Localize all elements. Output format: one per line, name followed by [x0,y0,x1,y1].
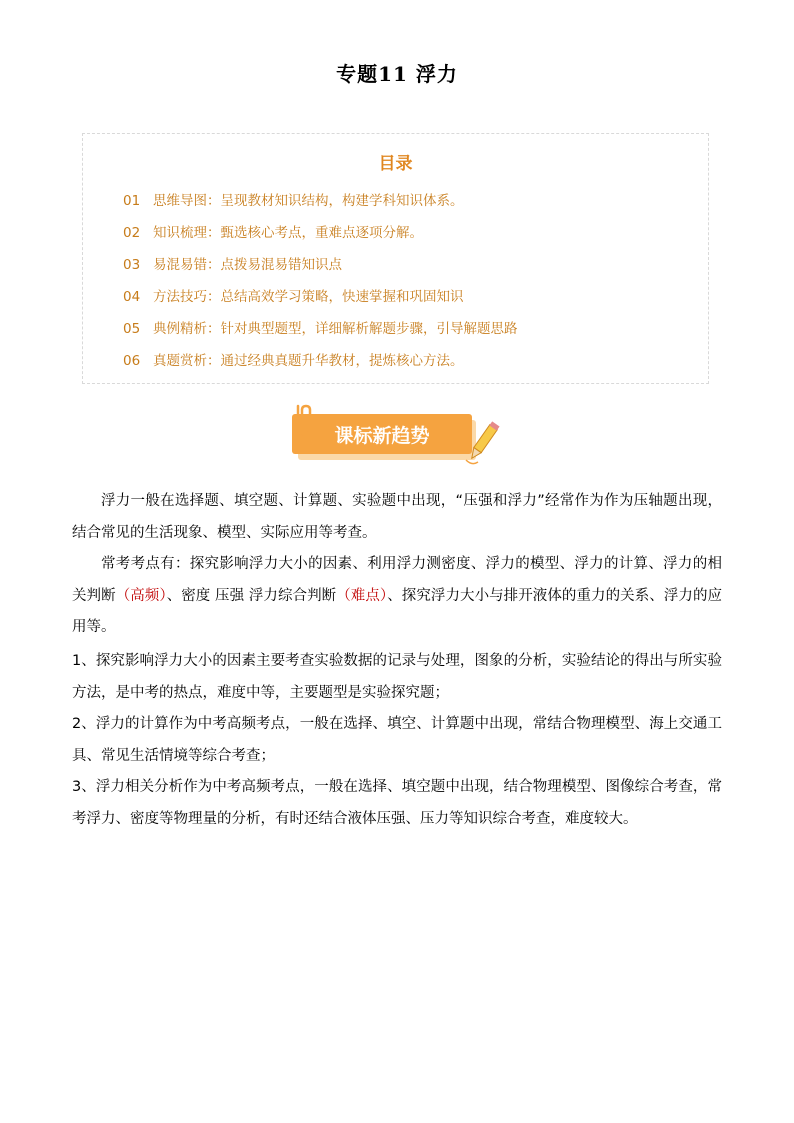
toc-item-label: 易混易错： [153,257,221,273]
toc-item-description: 甄选核心考点，重难点逐项分解。 [220,225,423,241]
body-paragraph-2 [72,549,722,644]
toc-item [123,253,342,273]
toc-item-number: 05 [123,321,141,337]
toc-item [123,285,464,305]
paragraph-text: 、探究浮力大小与排开液体的重力的关系、浮力的应用等。 [72,587,723,635]
toc-item-number: 04 [123,289,141,305]
toc-item-description: 点拨易混易错知识点 [220,257,342,273]
toc-item-number: 02 [123,225,141,241]
body-paragraph-5: 3、浮力相关分析作为中考高频考点，一般在选择、填空题中出现，结合物理模型、图像综合考查，常考浮力、密度等物理量的分析，有时还结合液体压强、压力等知识综合考查，难度较大。 [72,779,722,827]
highlight-difficult: （难点） [336,587,388,604]
toc-item-description: 总结高效学习策略，快速掌握和巩固知识 [220,289,464,305]
toc-item-description: 针对典型题型，详细解析解题步骤，引导解题思路 [220,321,518,337]
toc-item-number: 01 [123,193,141,209]
paragraph-text: 、密度 压强 浮力综合判断 [166,587,337,604]
toc-item-number: 03 [123,257,141,273]
toc-item-label: 思维导图： [153,193,221,209]
toc-item [123,189,464,209]
toc-item-description: 呈现教材知识结构，构建学科知识体系。 [220,193,464,209]
toc-item [123,349,464,369]
body-paragraph-1: 浮力一般在选择题、填空题、计算题、实验题中出现，“压强和浮力”经常作为作为压轴题出现，结合常见的生活现象、模型、实际应用等考查。 [72,493,722,541]
highlight-high-frequency: （高频） [115,587,167,604]
page-title: 专题11 浮力 [336,62,458,86]
body-paragraph-3: 1、探究影响浮力大小的因素主要考查实验数据的记录与处理，图象的分析，实验结论的得出与所实验方法，是中考的热点，难度中等，主要题型是实验探究题； [72,653,722,701]
toc-title: 目录 [378,154,413,174]
toc-item-description: 通过经典真题升华教材，提炼核心方法。 [220,353,464,369]
toc-item-number: 06 [123,353,141,369]
toc-item [123,317,518,337]
toc-item-label: 知识梳理： [153,225,221,241]
toc-item-label: 方法技巧： [153,289,221,305]
squiggle-decoration [466,460,478,464]
paragraph-text: 常考考点有：探究影响浮力大小的因素、利用浮力测密度、浮力的模型、浮力的计算、浮力的相关判断 [72,556,722,604]
table-of-contents [82,133,709,384]
badge-text: 课标新趋势 [334,425,430,447]
toc-item [123,221,423,241]
toc-item-label: 典例精析： [153,321,221,337]
section-badge [288,402,512,474]
body-paragraph-4: 2、浮力的计算作为中考高频考点，一般在选择、填空、计算题中出现，常结合物理模型、海上交通工具、常见生活情境等综合考查； [72,716,722,764]
toc-item-label: 真题赏析： [153,353,221,369]
